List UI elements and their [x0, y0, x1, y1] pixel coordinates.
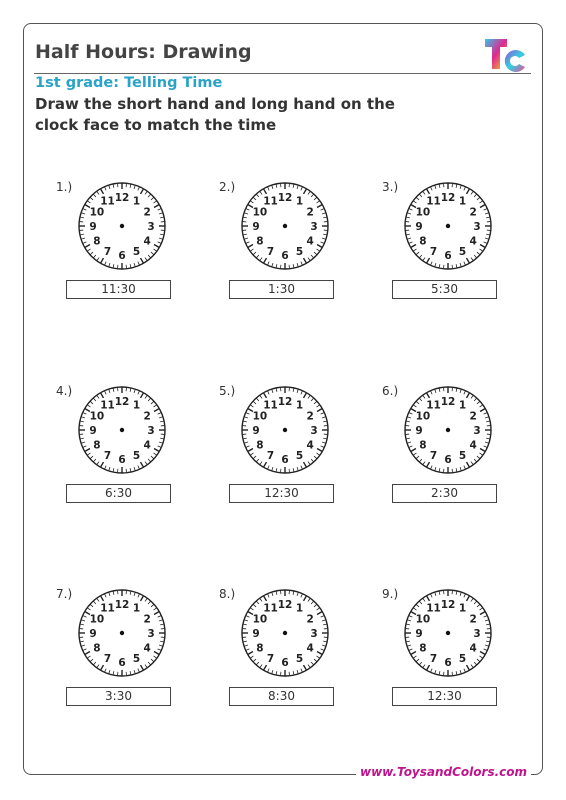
clock-number: 2: [143, 613, 151, 626]
clock-problem: [219, 587, 383, 727]
clock-number: 3: [310, 220, 318, 233]
clock-number: 10: [252, 206, 268, 219]
clock-number: 4: [469, 642, 477, 655]
problem-number: 8.): [219, 587, 236, 601]
clock-number: 11: [263, 195, 278, 208]
clock-number: 5: [295, 449, 304, 462]
clock-number: 2: [469, 410, 477, 423]
time-label-box: 1:30: [229, 280, 334, 299]
clock-number: 3: [473, 220, 481, 233]
clock-center-dot: [283, 428, 287, 432]
clock-number: 1: [295, 399, 304, 412]
clock-center-dot: [283, 224, 287, 228]
clock-number: 6: [281, 656, 289, 669]
clock-number: 10: [415, 410, 431, 423]
clock-number: 9: [252, 220, 260, 233]
clock-face[interactable]: [239, 587, 331, 679]
clock-number: 4: [469, 235, 477, 248]
clock-number: 7: [103, 245, 112, 258]
clock-number: 6: [118, 453, 126, 466]
clock-number: 11: [100, 602, 115, 615]
clock-number: 4: [306, 439, 314, 452]
clock-number: 7: [429, 245, 438, 258]
time-label-box: 5:30: [392, 280, 497, 299]
clock-number: 5: [132, 652, 141, 665]
problem-number: 6.): [382, 384, 399, 398]
clock-number: 4: [469, 439, 477, 452]
clock-number: 8: [93, 439, 101, 452]
clock-number: 6: [281, 453, 289, 466]
clock-number: 9: [415, 220, 423, 233]
clock-number: 9: [89, 627, 97, 640]
clock-number: 4: [306, 642, 314, 655]
clock-face[interactable]: [239, 180, 331, 272]
clock-problem: [382, 384, 546, 524]
clock-center-dot: [120, 428, 124, 432]
clock-face[interactable]: [76, 180, 168, 272]
clock-number: 12: [440, 191, 456, 204]
clock-number: 1: [132, 195, 141, 208]
clock-number: 5: [458, 449, 467, 462]
grade-subtitle: 1st grade: Telling Time: [35, 75, 223, 91]
clock-number: 8: [256, 235, 264, 248]
clock-number: 3: [473, 424, 481, 437]
clock-number: 5: [132, 449, 141, 462]
clock-number: 10: [415, 613, 431, 626]
clock-number: 11: [263, 399, 278, 412]
clock-number: 6: [444, 656, 452, 669]
problem-number: 7.): [56, 587, 73, 601]
clock-number: 6: [118, 249, 126, 262]
problem-number: 3.): [382, 180, 399, 194]
clock-number: 8: [419, 235, 427, 248]
clock-number: 5: [295, 652, 304, 665]
clock-number: 11: [263, 602, 278, 615]
clock-number: 1: [458, 195, 467, 208]
clock-number: 9: [415, 627, 423, 640]
clock-number: 6: [444, 453, 452, 466]
clock-problem: [219, 384, 383, 524]
clock-number: 2: [469, 206, 477, 219]
clock-number: 8: [256, 439, 264, 452]
clock-number: 10: [252, 613, 268, 626]
clock-center-dot: [120, 631, 124, 635]
toys-and-colors-logo: [483, 33, 529, 75]
clock-problem: [382, 180, 546, 320]
time-label-box: 12:30: [229, 484, 334, 503]
clock-number: 12: [277, 598, 293, 611]
clock-number: 7: [103, 652, 112, 665]
clock-number: 5: [458, 652, 467, 665]
clock-face[interactable]: [76, 587, 168, 679]
clock-number: 12: [440, 598, 456, 611]
clock-number: 5: [132, 245, 141, 258]
clock-number: 11: [426, 195, 441, 208]
clock-number: 4: [143, 642, 151, 655]
clock-center-dot: [120, 224, 124, 228]
clock-number: 7: [266, 652, 275, 665]
clock-number: 8: [419, 439, 427, 452]
clock-number: 8: [419, 642, 427, 655]
clock-problem: [56, 587, 220, 727]
clock-number: 2: [306, 206, 314, 219]
clock-number: 8: [93, 235, 101, 248]
clock-number: 11: [426, 399, 441, 412]
clock-center-dot: [446, 631, 450, 635]
website-footer: www.ToysandColors.com: [356, 765, 531, 779]
clock-number: 7: [103, 449, 112, 462]
clock-number: 3: [473, 627, 481, 640]
clock-number: 9: [415, 424, 423, 437]
clock-center-dot: [446, 428, 450, 432]
clock-number: 11: [100, 399, 115, 412]
time-label-box: 8:30: [229, 687, 334, 706]
clock-number: 4: [143, 235, 151, 248]
time-label-box: 12:30: [392, 687, 497, 706]
clock-number: 11: [426, 602, 441, 615]
clock-center-dot: [446, 224, 450, 228]
clock-face[interactable]: [76, 384, 168, 476]
clock-number: 12: [114, 191, 130, 204]
clock-center-dot: [283, 631, 287, 635]
clock-number: 4: [306, 235, 314, 248]
clock-face[interactable]: [402, 384, 494, 476]
clock-number: 7: [266, 245, 275, 258]
clock-problem: [56, 180, 220, 320]
clock-number: 9: [89, 424, 97, 437]
clock-number: 9: [252, 627, 260, 640]
clock-number: 9: [89, 220, 97, 233]
clock-number: 2: [143, 410, 151, 423]
clock-number: 1: [458, 602, 467, 615]
time-label-box: 2:30: [392, 484, 497, 503]
clock-number: 12: [277, 191, 293, 204]
clock-number: 11: [100, 195, 115, 208]
clock-number: 2: [143, 206, 151, 219]
clock-problem: [56, 384, 220, 524]
clock-number: 12: [114, 395, 130, 408]
clock-number: 12: [114, 598, 130, 611]
clock-number: 1: [132, 602, 141, 615]
clock-number: 12: [277, 395, 293, 408]
clock-number: 1: [132, 399, 141, 412]
clock-face[interactable]: [402, 180, 494, 272]
instructions: Draw the short hand and long hand on the clock face to match the time: [35, 95, 395, 134]
clock-number: 8: [256, 642, 264, 655]
clock-problem: [382, 587, 546, 727]
problem-number: 5.): [219, 384, 236, 398]
clock-number: 10: [89, 613, 105, 626]
clock-number: 2: [469, 613, 477, 626]
clock-number: 7: [429, 449, 438, 462]
clock-number: 1: [295, 602, 304, 615]
clock-number: 3: [147, 627, 155, 640]
clock-number: 12: [440, 395, 456, 408]
clock-number: 10: [415, 206, 431, 219]
clock-number: 3: [147, 220, 155, 233]
clock-number: 1: [295, 195, 304, 208]
problem-number: 1.): [56, 180, 73, 194]
clock-number: 2: [306, 613, 314, 626]
clock-face[interactable]: [402, 587, 494, 679]
clock-number: 3: [147, 424, 155, 437]
problem-number: 2.): [219, 180, 236, 194]
clock-number: 10: [252, 410, 268, 423]
clock-number: 5: [295, 245, 304, 258]
clock-number: 3: [310, 627, 318, 640]
clock-number: 1: [458, 399, 467, 412]
clock-number: 6: [444, 249, 452, 262]
clock-face[interactable]: [239, 384, 331, 476]
clock-number: 9: [252, 424, 260, 437]
clock-number: 5: [458, 245, 467, 258]
clock-number: 7: [266, 449, 275, 462]
clock-number: 10: [89, 410, 105, 423]
clock-number: 7: [429, 652, 438, 665]
clock-problem: [219, 180, 383, 320]
clock-number: 6: [281, 249, 289, 262]
clock-number: 4: [143, 439, 151, 452]
time-label-box: 6:30: [66, 484, 171, 503]
clock-number: 3: [310, 424, 318, 437]
clock-number: 6: [118, 656, 126, 669]
clock-number: 2: [306, 410, 314, 423]
time-label-box: 3:30: [66, 687, 171, 706]
problem-number: 9.): [382, 587, 399, 601]
time-label-box: 11:30: [66, 280, 171, 299]
page-title: Half Hours: Drawing: [35, 41, 252, 63]
clock-number: 10: [89, 206, 105, 219]
problem-number: 4.): [56, 384, 73, 398]
clock-number: 8: [93, 642, 101, 655]
